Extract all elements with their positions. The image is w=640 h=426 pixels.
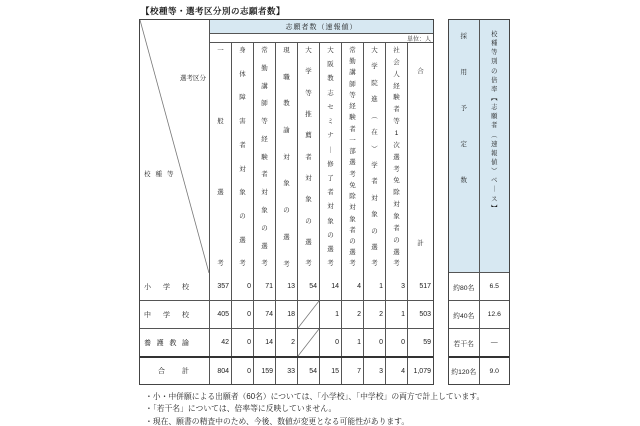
table-row — [140, 300, 433, 328]
column-header-10: 合 計 — [417, 68, 424, 247]
recruitment-body — [449, 273, 509, 384]
value-cell: 42 — [210, 329, 232, 356]
value-cell: 15 — [320, 358, 342, 384]
value-cell: 54 — [298, 273, 320, 300]
ratio-cell: — — [490, 339, 498, 346]
page-title: 【校種等・選考区分別の志願者数】 — [141, 6, 286, 16]
table-header-zone — [140, 20, 433, 273]
column-header-2: 身 体 障 害 者 対 象 の 選 考 — [232, 43, 254, 273]
not-applicable-cell — [298, 301, 320, 328]
footnote-line: ・「若干名」については、倍率等に反映していません。 — [145, 404, 337, 414]
column-headers — [210, 43, 433, 273]
recruitment-row — [449, 356, 509, 384]
column-header-9: 社 会 人 経 験 者 等 1 次 選 考 免 除 対 象 者 の 選 考 — [386, 43, 408, 273]
value-cell: 1,079 — [413, 367, 431, 375]
value-cell: 2 — [276, 329, 298, 356]
slash-line — [298, 301, 319, 328]
table-row — [140, 328, 433, 356]
column-header-8: 大 学 院 進 ︵ 在 ︶ 学 者 対 象 の 選 考 — [364, 43, 386, 273]
recruitment-header — [449, 20, 509, 273]
recruitment-table — [448, 19, 510, 385]
value-cell: 54 — [298, 358, 320, 384]
value-cell: 517 — [419, 283, 431, 290]
value-cell: 0 — [232, 301, 254, 328]
value-cell: 0 — [232, 329, 254, 356]
value-cell: 804 — [210, 358, 232, 384]
footnotes — [145, 391, 484, 426]
value-cell: 405 — [210, 301, 232, 328]
value-cell: 0 — [320, 329, 342, 356]
ratio-cell: 12.6 — [487, 311, 501, 318]
value-cell: 59 — [423, 339, 431, 346]
value-cell: 0 — [232, 358, 254, 384]
value-cell: 0 — [364, 329, 386, 356]
column-header-6: 大 阪 教 志 セ ミ ナ ｜ 修 了 者 対 象 の 選 考 — [320, 43, 342, 273]
row-label: 養 護 教 諭 — [140, 329, 210, 356]
unit-row — [210, 34, 433, 43]
value-cell: 14 — [320, 273, 342, 300]
value-cell: 1 — [364, 273, 386, 300]
table-row — [140, 356, 433, 384]
value-cell: 18 — [276, 301, 298, 328]
value-cell: 3 — [386, 273, 408, 300]
value-cell: 71 — [254, 273, 276, 300]
value-cell: 3 — [364, 358, 386, 384]
value-cell: 7 — [342, 358, 364, 384]
row-label: 小 学 校 — [140, 273, 210, 300]
recruit-cell: 約120名 — [449, 358, 480, 384]
ratio-cell: 9.0 — [489, 367, 499, 375]
slash-line — [298, 329, 319, 356]
not-applicable-cell — [298, 329, 320, 356]
value-cell: 1 — [386, 301, 408, 328]
header-band: 志願者数（速報値） — [210, 20, 433, 34]
applicants-table — [139, 19, 434, 385]
ratio-header-text: 校 種 等 別 の 倍 率 ︻ 志 願 者 ︵ 速 報 値 ︶ ベ ｜ ス ︼ — [491, 31, 498, 212]
row-label: 中 学 校 — [140, 301, 210, 328]
ratio-header-column — [480, 20, 510, 272]
value-cell: 2 — [364, 301, 386, 328]
header-right-zone — [210, 20, 433, 273]
column-header-3: 常 勤 講 師 等 経 験 者 対 象 の 選 考 — [254, 43, 276, 273]
row-label: 合 計 — [140, 358, 210, 384]
footnote-line: ・小・中併願による出願者（60名）については、「小学校」、「中学校」の両方で計上しています。 — [145, 392, 485, 401]
value-cell: 1 — [320, 301, 342, 328]
corner-cell — [140, 20, 210, 273]
value-cell: 503 — [419, 311, 431, 318]
value-cell: 4 — [386, 358, 408, 384]
value-cell: 0 — [386, 329, 408, 356]
recruit-cell: 約40名 — [449, 301, 480, 328]
unit-label: 単位：人 — [406, 36, 431, 43]
column-header-1: 一 般 選 考 — [210, 43, 232, 273]
value-cell: 33 — [276, 358, 298, 384]
ratio-cell: 6.5 — [489, 283, 499, 290]
column-header-5: 大 学 等 推 薦 者 対 象 の 選 考 — [298, 43, 320, 273]
value-cell: 13 — [276, 273, 298, 300]
recruit-cell: 若干名 — [449, 329, 480, 356]
value-cell: 159 — [254, 358, 276, 384]
value-cell: 4 — [342, 273, 364, 300]
value-cell: 1 — [342, 329, 364, 356]
value-cell: 357 — [210, 273, 232, 300]
value-cell: 74 — [254, 301, 276, 328]
recruit-cell: 約80名 — [449, 273, 480, 300]
recruit-header-column — [449, 20, 480, 272]
recruitment-row — [449, 273, 509, 300]
table-body — [140, 273, 433, 384]
column-header-4: 現 職 教 諭 対 象 の 選 考 — [276, 43, 298, 273]
corner-diagonal-line — [140, 20, 209, 273]
footnote-line: ・現在、願書の精査中のため、今後、数値が変更となる可能性があります。 — [145, 416, 410, 426]
recruitment-row — [449, 300, 509, 328]
table-row — [140, 273, 433, 300]
value-cell: 2 — [342, 301, 364, 328]
recruitment-row — [449, 328, 509, 356]
value-cell: 14 — [254, 329, 276, 356]
recruit-header-text: 採 用 予 定 数 — [460, 33, 467, 184]
column-header-7: 常 勤 講 師 等 経 験 者 一 部 選 考 免 除 対 象 者 の 選 考 — [342, 43, 364, 273]
value-cell: 0 — [232, 273, 254, 300]
corner-label-school-type: 校種等 — [144, 171, 179, 178]
corner-label-selection-category: 選考区分 — [180, 75, 206, 82]
